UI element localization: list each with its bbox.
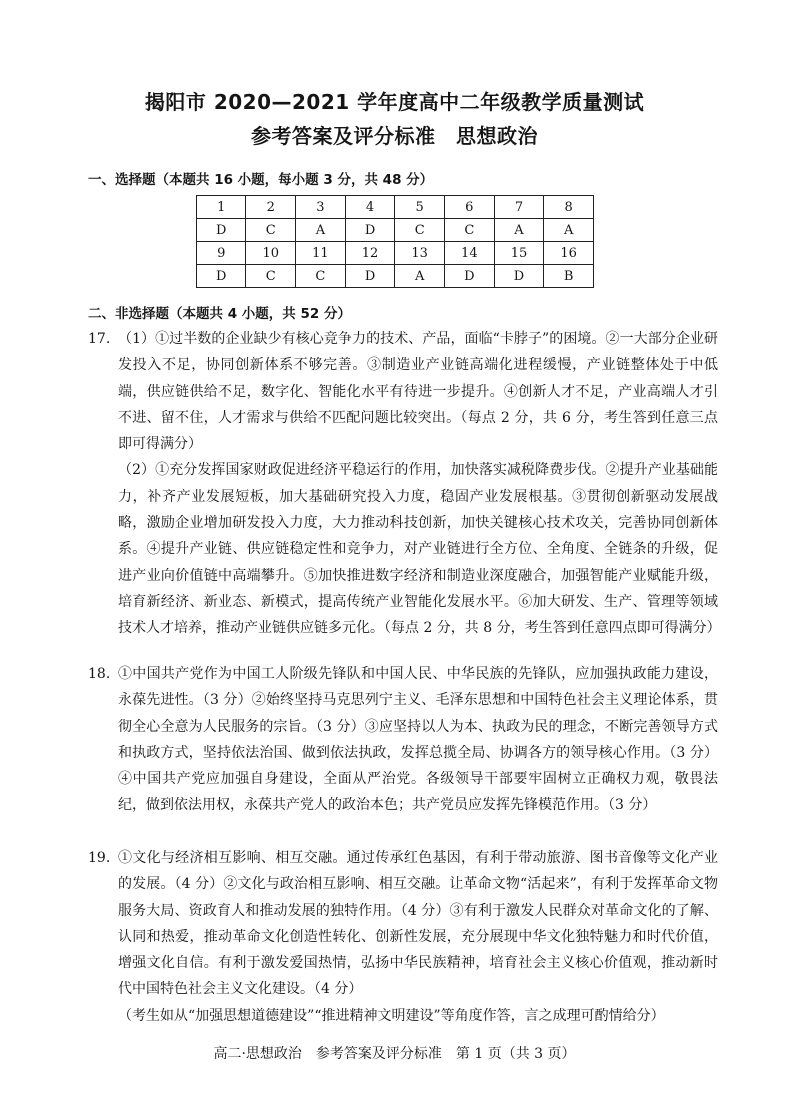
question-19 [88,845,718,1029]
table-cell: C [445,219,495,242]
table-cell: A [395,265,445,288]
question-18 [88,661,718,819]
table-cell: 6 [445,196,495,219]
table-cell: 12 [345,242,395,265]
table-cell: 16 [544,242,594,265]
table-cell: 11 [296,242,346,265]
table-cell: 5 [395,196,445,219]
table-cell: A [494,219,544,242]
page-footer: 高二·思想政治 参考答案及评分标准 第 1 页（共 3 页） [213,1046,576,1062]
question-number: 19. [88,850,111,866]
table-cell: C [395,219,445,242]
table-cell: 10 [246,242,296,265]
table-cell: 2 [246,196,296,219]
table-cell: 9 [197,242,246,265]
answer-paragraph: ①文化与经济相互影响、相互交融。通过传承红色基因，有利于带动旅游、图书音像等文化产业的发展。（4 分）②文化与政治相互影响、相互交融。让革命文物“活起来”，有利于发挥革命文物服务大局、资政育人和推动发展的独特作用。（4 分）③有利于激发人民群众对革命文化的了解、认同和热爱，推动革命文化创造性转化、创新性发展，充分展现中华文化独特魅力和时代价值，增强文化自信。有利于激发爱国热情，弘扬中华民族精神，培育社会主义核心价值观，推动新时代中国特色社会主义文化建设。（4 分） [118,850,718,998]
table-cell: 13 [395,242,445,265]
answer-table [196,195,594,288]
question-body [118,326,721,642]
question-number: 18. [88,666,111,682]
table-cell: D [197,219,246,242]
question-body [118,661,718,819]
table-cell: 14 [445,242,495,265]
question-body [118,845,718,1029]
grading-note: （考生如从“加强思想道德建设”“推进精神文明建设”等角度作答，言之成理可酌情给分） [118,1007,665,1024]
table-cell: 3 [296,196,346,219]
table-row [197,196,594,219]
table-cell: A [544,219,594,242]
table-cell: A [296,219,346,242]
question-17 [88,326,721,642]
question-number: 17. [88,331,111,347]
table-cell: 8 [544,196,594,219]
page-title: 揭阳市 2020—2021 学年度高中二年级教学质量测试 [144,90,645,114]
section-heading-nonchoice: 二、非选择题（本题共 4 小题，共 52 分） [88,306,351,322]
table-cell: 7 [494,196,544,219]
page-subtitle: 参考答案及评分标准 思想政治 [251,124,538,148]
table-cell: C [296,265,346,288]
table-cell: C [246,265,296,288]
table-row [197,219,594,242]
table-cell: B [544,265,594,288]
answer-paragraph: （2）①充分发挥国家财政促进经济平稳运行的作用，加快落实减税降费步伐。②提升产业基础能力，补齐产业发展短板，加大基础研究投入力度，稳固产业发展根基。③贯彻创新驱动发展战略，激励企业增加研发投入力度，大力推动科技创新，加快关键核心技术攻关，完善协同创新体系。④提升产业链、供应链稳定性和竞争力，对产业链进行全方位、全角度、全链条的升级，促进产业向价值链中高端攀升。⑤加快推进数字经济和制造业深度融合，加强智能产业赋能升级，培育新经济、新业态、新模式，提高传统产业智能化发展水平。⑥加大研发、生产、管理等领域技术人才培养，推动产业链供应链多元化。（每点 2 分，共 8 分，考生答到任意四点即可得满分） [118,462,721,637]
table-cell: D [197,265,246,288]
answer-paragraph: ①中国共产党作为中国工人阶级先锋队和中国人民、中华民族的先锋队，应加强执政能力建设，永葆先进性。（3 分）②始终坚持马克思列宁主义、毛泽东思想和中国特色社会主义理论体系，贯彻全心全意为人民服务的宗旨。（3 分）③应坚持以人为本、执政为民的理念，不断完善领导方式和执政方式，坚持依法治国、做到依法执政，发挥总揽全局、协调各方的领导核心作用。（3 分）④中国共产党应加强自身建设，全面从严治党。各级领导干部要牢固树立正确权力观，敬畏法纪，做到依法用权，永葆共产党人的政治本色；共产党员应发挥先锋模范作用。（3 分） [118,666,718,814]
table-cell: 15 [494,242,544,265]
table-cell: D [445,265,495,288]
answer-paragraph: （1）①过半数的企业缺少有核心竞争力的技术、产品，面临“卡脖子”的困境。②一大部分企业研发投入不足，协同创新体系不够完善。③制造业产业链高端化进程缓慢，产业链整体处于中低端，供应链供给不足，数字化、智能化水平有待进一步提升。④创新人才不足，产业高端人才引不进、留不住，人才需求与供给不匹配问题比较突出。（每点 2 分，共 6 分，考生答到任意三点即可得满分） [118,331,718,453]
table-cell: 4 [345,196,395,219]
table-cell: D [345,265,395,288]
table-cell: C [246,219,296,242]
table-row [197,265,594,288]
table-cell: D [494,265,544,288]
table-cell: D [345,219,395,242]
table-row [197,242,594,265]
table-cell: 1 [197,196,246,219]
section-heading-choice: 一、选择题（本题共 16 小题，每小题 3 分，共 48 分） [88,172,434,188]
